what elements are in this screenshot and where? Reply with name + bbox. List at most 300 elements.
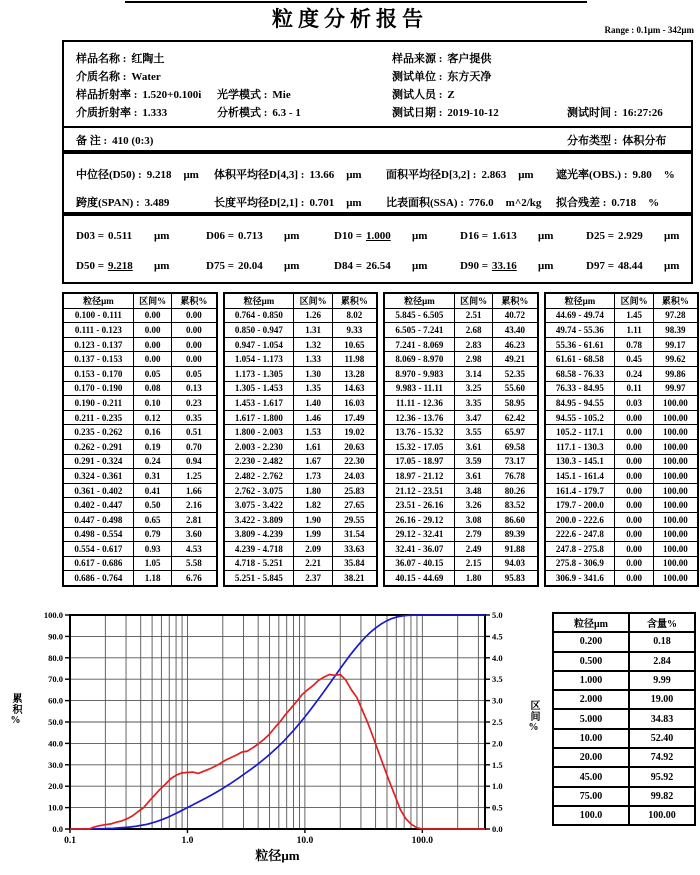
table-cell: 52.35: [493, 366, 538, 381]
table-cell: 86.60: [493, 512, 538, 527]
table-row: [545, 323, 699, 338]
field-tester: 测试人员 : Z: [392, 89, 455, 101]
table-row: [224, 352, 378, 367]
table-cell: 13.76 - 15.32: [384, 425, 454, 440]
table-cell: 0.686 - 0.764: [63, 571, 133, 586]
table-cell: 65.97: [493, 425, 538, 440]
table-cell: 0.41: [133, 483, 171, 498]
table-row: [384, 425, 538, 440]
table-cell: 1.35: [294, 381, 332, 396]
table-row: [384, 469, 538, 484]
percentile-box: [62, 214, 693, 284]
table-cell: 1.11: [615, 323, 653, 338]
table-row: [224, 454, 378, 469]
table-cell: 100.00: [653, 483, 698, 498]
table-cell: 2.15: [454, 556, 492, 571]
table-row: [224, 366, 378, 381]
distribution-table-area: [62, 292, 699, 587]
table-cell: 2.81: [172, 512, 217, 527]
table-cell: 98.39: [653, 323, 698, 338]
table-cell: 0.361 - 0.402: [63, 483, 133, 498]
table-cell: 1.305 - 1.453: [224, 381, 294, 396]
svg-text:0.1: 0.1: [64, 836, 76, 846]
table-cell: 0.00: [172, 308, 217, 323]
table-row: [384, 483, 538, 498]
table-cell: 0.00: [172, 337, 217, 352]
table-cell: 0.00: [615, 498, 653, 513]
table-cell: 0.70: [172, 439, 217, 454]
table-row: [545, 337, 699, 352]
table-cell: 0.211 - 0.235: [63, 410, 133, 425]
table-row: [553, 748, 695, 767]
svg-text:0.5: 0.5: [492, 802, 503, 813]
table-row: [384, 381, 538, 396]
table-cell: 100.00: [629, 806, 695, 825]
table-cell: 4.53: [172, 542, 217, 557]
table-row: [384, 337, 538, 352]
table-cell: 0.617 - 0.686: [63, 556, 133, 571]
sample-info-box: [62, 40, 693, 152]
table-row: [224, 410, 378, 425]
table-cell: 76.33 - 84.95: [545, 381, 615, 396]
table-cell: 0.16: [133, 425, 171, 440]
table-cell: 0.24: [133, 454, 171, 469]
column-header: 区间%: [454, 293, 492, 308]
column-header: 区间%: [615, 293, 653, 308]
statistics-box: [62, 152, 693, 214]
table-row: [63, 571, 217, 586]
table-row: [553, 806, 695, 825]
svg-text:50.0: 50.0: [48, 717, 63, 727]
table-cell: 0.200: [553, 632, 629, 651]
table-cell: 0.947 - 1.054: [224, 337, 294, 352]
table-cell: 8.069 - 8.970: [384, 352, 454, 367]
table-row: [545, 410, 699, 425]
table-cell: 2.09: [294, 542, 332, 557]
table-row: [545, 308, 699, 323]
table-cell: 99.62: [653, 352, 698, 367]
table-cell: 45.00: [553, 767, 629, 786]
table-row: [384, 352, 538, 367]
table-cell: 0.190 - 0.211: [63, 396, 133, 411]
table-row: [224, 323, 378, 338]
svg-text:4.0: 4.0: [492, 652, 503, 663]
table-cell: 0.00: [133, 337, 171, 352]
table-cell: 32.41 - 36.07: [384, 542, 454, 557]
table-cell: 0.94: [172, 454, 217, 469]
table-cell: 1.46: [294, 410, 332, 425]
table-row: [545, 425, 699, 440]
table-cell: 0.00: [615, 454, 653, 469]
table-cell: 100.00: [653, 512, 698, 527]
table-cell: 0.00: [615, 556, 653, 571]
field-test-date: 测试日期 : 2019-10-12: [392, 107, 499, 119]
table-cell: 2.79: [454, 527, 492, 542]
table-cell: 1.32: [294, 337, 332, 352]
table-cell: 200.0 - 222.6: [545, 512, 615, 527]
dist-table: [383, 292, 539, 587]
table-cell: 5.251 - 5.845: [224, 571, 294, 586]
table-cell: 75.00: [553, 787, 629, 806]
svg-text:5.0: 5.0: [492, 610, 503, 620]
svg-text:2.0: 2.0: [492, 738, 503, 749]
table-cell: 1.000: [553, 671, 629, 690]
table-cell: 89.39: [493, 527, 538, 542]
column-header: 含量%: [629, 613, 695, 632]
table-cell: 34.83: [629, 709, 695, 728]
table-row: [63, 483, 217, 498]
table-cell: 16.03: [332, 396, 377, 411]
percentile-d16: D16 = 1.613 μm: [460, 230, 554, 242]
table-cell: 0.10: [133, 396, 171, 411]
table-cell: 9.33: [332, 323, 377, 338]
field-remark: 备 注 : 410 (0:3): [76, 135, 154, 147]
table-cell: 100.00: [653, 542, 698, 557]
table-cell: 1.453 - 1.617: [224, 396, 294, 411]
table-cell: 2.000: [553, 690, 629, 709]
table-cell: 11.98: [332, 352, 377, 367]
table-cell: 2.49: [454, 542, 492, 557]
table-cell: 27.65: [332, 498, 377, 513]
summary-table: [552, 612, 696, 826]
table-row: [63, 439, 217, 454]
svg-text:70.0: 70.0: [48, 674, 63, 685]
table-cell: 2.51: [454, 308, 492, 323]
stat-d32: 面积平均径D[3,2] : 2.863 μm: [386, 169, 534, 181]
table-cell: 76.78: [493, 469, 538, 484]
dist-table: [223, 292, 379, 587]
table-cell: 2.482 - 2.762: [224, 469, 294, 484]
table-row: [545, 439, 699, 454]
table-cell: 0.00: [615, 425, 653, 440]
svg-text:60.0: 60.0: [48, 695, 63, 706]
table-cell: 43.40: [493, 323, 538, 338]
table-cell: 0.00: [133, 308, 171, 323]
table-cell: 40.72: [493, 308, 538, 323]
table-cell: 61.61 - 68.58: [545, 352, 615, 367]
table-cell: 3.35: [454, 396, 492, 411]
table-cell: 12.36 - 13.76: [384, 410, 454, 425]
table-cell: 58.95: [493, 396, 538, 411]
range-label: Range : 0.1μm - 342μm: [604, 25, 694, 35]
table-cell: 1.45: [615, 308, 653, 323]
table-row: [545, 454, 699, 469]
table-row: [224, 527, 378, 542]
table-cell: 1.800 - 2.003: [224, 425, 294, 440]
table-cell: 3.61: [454, 469, 492, 484]
table-row: [63, 410, 217, 425]
table-cell: 0.45: [615, 352, 653, 367]
table-cell: 3.26: [454, 498, 492, 513]
table-row: [63, 498, 217, 513]
table-cell: 3.59: [454, 454, 492, 469]
table-cell: 9.983 - 11.11: [384, 381, 454, 396]
table-cell: 0.402 - 0.447: [63, 498, 133, 513]
table-cell: 99.82: [629, 787, 695, 806]
table-cell: 1.61: [294, 439, 332, 454]
svg-text:100.0: 100.0: [43, 610, 63, 620]
table-row: [224, 308, 378, 323]
table-cell: 0.235 - 0.262: [63, 425, 133, 440]
table-cell: 46.23: [493, 337, 538, 352]
table-row: [384, 571, 538, 586]
table-row: [224, 571, 378, 586]
table-row: [63, 469, 217, 484]
table-cell: 91.88: [493, 542, 538, 557]
table-cell: 0.23: [172, 396, 217, 411]
table-cell: 100.00: [653, 469, 698, 484]
table-cell: 68.58 - 76.33: [545, 366, 615, 381]
table-cell: 1.33: [294, 352, 332, 367]
table-cell: 44.69 - 49.74: [545, 308, 615, 323]
table-cell: 11.11 - 12.36: [384, 396, 454, 411]
table-cell: 1.31: [294, 323, 332, 338]
table-row: [545, 498, 699, 513]
column-header: 累积%: [332, 293, 377, 308]
field-medium-ri: 介质折射率 : 1.333: [76, 107, 168, 119]
table-row: [224, 542, 378, 557]
chart-ylabel-right: 区间%: [528, 700, 539, 734]
table-cell: 3.25: [454, 381, 492, 396]
stat-obscuration: 遮光率(OBS.) : 9.80 %: [556, 169, 675, 181]
table-cell: 0.50: [133, 498, 171, 513]
table-cell: 1.53: [294, 425, 332, 440]
table-cell: 4.239 - 4.718: [224, 542, 294, 557]
table-row: [553, 690, 695, 709]
column-header: 粒径μm: [384, 293, 454, 308]
table-cell: 3.48: [454, 483, 492, 498]
table-cell: 2.003 - 2.230: [224, 439, 294, 454]
table-row: [224, 337, 378, 352]
table-cell: 29.12 - 32.41: [384, 527, 454, 542]
table-cell: 95.83: [493, 571, 538, 586]
table-cell: 84.95 - 94.55: [545, 396, 615, 411]
table-cell: 19.00: [629, 690, 695, 709]
table-cell: 31.54: [332, 527, 377, 542]
table-cell: 21.12 - 23.51: [384, 483, 454, 498]
table-cell: 3.14: [454, 366, 492, 381]
field-test-time: 测试时间 : 16:27:26: [567, 107, 663, 119]
table-cell: 99.86: [653, 366, 698, 381]
table-cell: 25.83: [332, 483, 377, 498]
stat-d43: 体积平均径D[4,3] : 13.66 μm: [214, 169, 362, 181]
table-cell: 2.762 - 3.075: [224, 483, 294, 498]
table-cell: 6.76: [172, 571, 217, 586]
table-cell: 0.79: [133, 527, 171, 542]
table-cell: 1.173 - 1.305: [224, 366, 294, 381]
table-cell: 1.90: [294, 512, 332, 527]
table-cell: 0.498 - 0.554: [63, 527, 133, 542]
table-cell: 24.03: [332, 469, 377, 484]
stat-ssa: 比表面积(SSA) : 776.0 m^2/kg: [386, 197, 542, 209]
table-cell: 0.100 - 0.111: [63, 308, 133, 323]
table-cell: 105.2 - 117.1: [545, 425, 615, 440]
table-cell: 5.845 - 6.505: [384, 308, 454, 323]
table-cell: 0.00: [615, 571, 653, 586]
table-cell: 0.35: [172, 410, 217, 425]
table-cell: 4.718 - 5.251: [224, 556, 294, 571]
table-row: [63, 337, 217, 352]
table-cell: 161.4 - 179.7: [545, 483, 615, 498]
table-cell: 3.61: [454, 439, 492, 454]
table-cell: 117.1 - 130.3: [545, 439, 615, 454]
table-row: [224, 396, 378, 411]
table-cell: 0.13: [172, 381, 217, 396]
table-cell: 0.137 - 0.153: [63, 352, 133, 367]
column-header: 累积%: [653, 293, 698, 308]
table-row: [553, 729, 695, 748]
table-row: [63, 308, 217, 323]
table-row: [553, 671, 695, 690]
table-cell: 94.55 - 105.2: [545, 410, 615, 425]
table-cell: 100.00: [653, 396, 698, 411]
table-row: [384, 498, 538, 513]
table-cell: 20.00: [553, 748, 629, 767]
table-cell: 0.554 - 0.617: [63, 542, 133, 557]
table-row: [63, 512, 217, 527]
table-row: [553, 767, 695, 786]
table-cell: 35.84: [332, 556, 377, 571]
table-cell: 0.764 - 0.850: [224, 308, 294, 323]
percentile-d90: D90 = 33.16 μm: [460, 260, 554, 272]
svg-text:30.0: 30.0: [48, 759, 63, 770]
column-header: 粒径μm: [224, 293, 294, 308]
svg-text:20.0: 20.0: [48, 781, 63, 792]
field-sample-name: 样品名称 : 红陶土: [76, 53, 165, 65]
table-cell: 275.8 - 306.9: [545, 556, 615, 571]
table-row: [384, 439, 538, 454]
table-cell: 0.00: [172, 352, 217, 367]
table-cell: 33.63: [332, 542, 377, 557]
table-row: [63, 323, 217, 338]
table-row: [553, 787, 695, 806]
table-cell: 2.16: [172, 498, 217, 513]
table-cell: 73.17: [493, 454, 538, 469]
field-sample-source: 样品来源 : 客户提供: [392, 53, 492, 65]
table-cell: 3.809 - 4.239: [224, 527, 294, 542]
table-row: [63, 352, 217, 367]
table-row: [63, 542, 217, 557]
table-cell: 0.12: [133, 410, 171, 425]
table-cell: 1.40: [294, 396, 332, 411]
table-cell: 99.17: [653, 337, 698, 352]
svg-text:1.5: 1.5: [492, 759, 503, 770]
table-cell: 99.97: [653, 381, 698, 396]
table-cell: 0.123 - 0.137: [63, 337, 133, 352]
table-cell: 7.241 - 8.069: [384, 337, 454, 352]
table-cell: 0.31: [133, 469, 171, 484]
table-cell: 222.6 - 247.8: [545, 527, 615, 542]
table-cell: 1.67: [294, 454, 332, 469]
table-cell: 10.00: [553, 729, 629, 748]
table-cell: 0.00: [615, 542, 653, 557]
table-row: [384, 556, 538, 571]
table-cell: 22.30: [332, 454, 377, 469]
svg-text:3.0: 3.0: [492, 695, 503, 706]
column-header: 粒径μm: [553, 613, 629, 632]
table-row: [224, 498, 378, 513]
svg-text:10.0: 10.0: [48, 802, 63, 813]
table-cell: 0.262 - 0.291: [63, 439, 133, 454]
dist-table: [62, 292, 218, 587]
svg-text:80.0: 80.0: [48, 652, 63, 663]
table-cell: 3.55: [454, 425, 492, 440]
table-cell: 0.93: [133, 542, 171, 557]
table-cell: 1.80: [294, 483, 332, 498]
svg-text:粒径μm: 粒径μm: [255, 848, 300, 863]
table-cell: 2.83: [454, 337, 492, 352]
column-header: 粒径μm: [545, 293, 615, 308]
svg-text:1.0: 1.0: [492, 781, 503, 792]
table-cell: 1.18: [133, 571, 171, 586]
table-cell: 52.40: [629, 729, 695, 748]
table-cell: 55.60: [493, 381, 538, 396]
table-cell: 2.230 - 2.482: [224, 454, 294, 469]
table-row: [224, 512, 378, 527]
table-cell: 26.16 - 29.12: [384, 512, 454, 527]
table-cell: 0.00: [615, 512, 653, 527]
table-cell: 5.58: [172, 556, 217, 571]
table-row: [553, 632, 695, 651]
table-cell: 100.00: [653, 439, 698, 454]
table-cell: 100.00: [653, 454, 698, 469]
table-row: [545, 469, 699, 484]
field-medium-name: 介质名称 : Water: [76, 71, 161, 83]
table-cell: 2.21: [294, 556, 332, 571]
table-cell: 100.00: [653, 527, 698, 542]
table-cell: 95.92: [629, 767, 695, 786]
table-cell: 13.28: [332, 366, 377, 381]
stat-residual: 拟合残差 : 0.718 %: [556, 197, 660, 209]
table-cell: 0.447 - 0.498: [63, 512, 133, 527]
table-cell: 145.1 - 161.4: [545, 469, 615, 484]
table-row: [63, 454, 217, 469]
column-header: 区间%: [294, 293, 332, 308]
table-cell: 15.32 - 17.05: [384, 439, 454, 454]
table-cell: 17.49: [332, 410, 377, 425]
table-cell: 3.422 - 3.809: [224, 512, 294, 527]
column-header: 区间%: [133, 293, 171, 308]
table-cell: 1.30: [294, 366, 332, 381]
percentile-d03: D03 = 0.511 μm: [76, 230, 170, 242]
percentile-d50: D50 = 9.218 μm: [76, 260, 170, 272]
table-cell: 62.42: [493, 410, 538, 425]
table-row: [63, 381, 217, 396]
table-cell: 0.11: [615, 381, 653, 396]
table-cell: 49.74 - 55.36: [545, 323, 615, 338]
table-row: [553, 709, 695, 728]
table-cell: 2.84: [629, 652, 695, 671]
table-cell: 0.78: [615, 337, 653, 352]
table-cell: 0.18: [629, 632, 695, 651]
svg-text:0.0: 0.0: [492, 824, 503, 834]
table-cell: 17.05 - 18.97: [384, 454, 454, 469]
table-cell: 1.80: [454, 571, 492, 586]
table-cell: 0.500: [553, 652, 629, 671]
chart-ylabel-left: 累积%: [10, 693, 21, 727]
table-cell: 0.00: [615, 410, 653, 425]
svg-text:40.0: 40.0: [48, 738, 63, 749]
table-cell: 3.60: [172, 527, 217, 542]
table-cell: 0.05: [133, 366, 171, 381]
table-cell: 100.00: [653, 556, 698, 571]
table-row: [384, 410, 538, 425]
table-row: [384, 323, 538, 338]
table-cell: 0.00: [133, 323, 171, 338]
table-cell: 0.111 - 0.123: [63, 323, 133, 338]
table-cell: 100.00: [653, 410, 698, 425]
svg-text:100.0: 100.0: [411, 836, 434, 846]
